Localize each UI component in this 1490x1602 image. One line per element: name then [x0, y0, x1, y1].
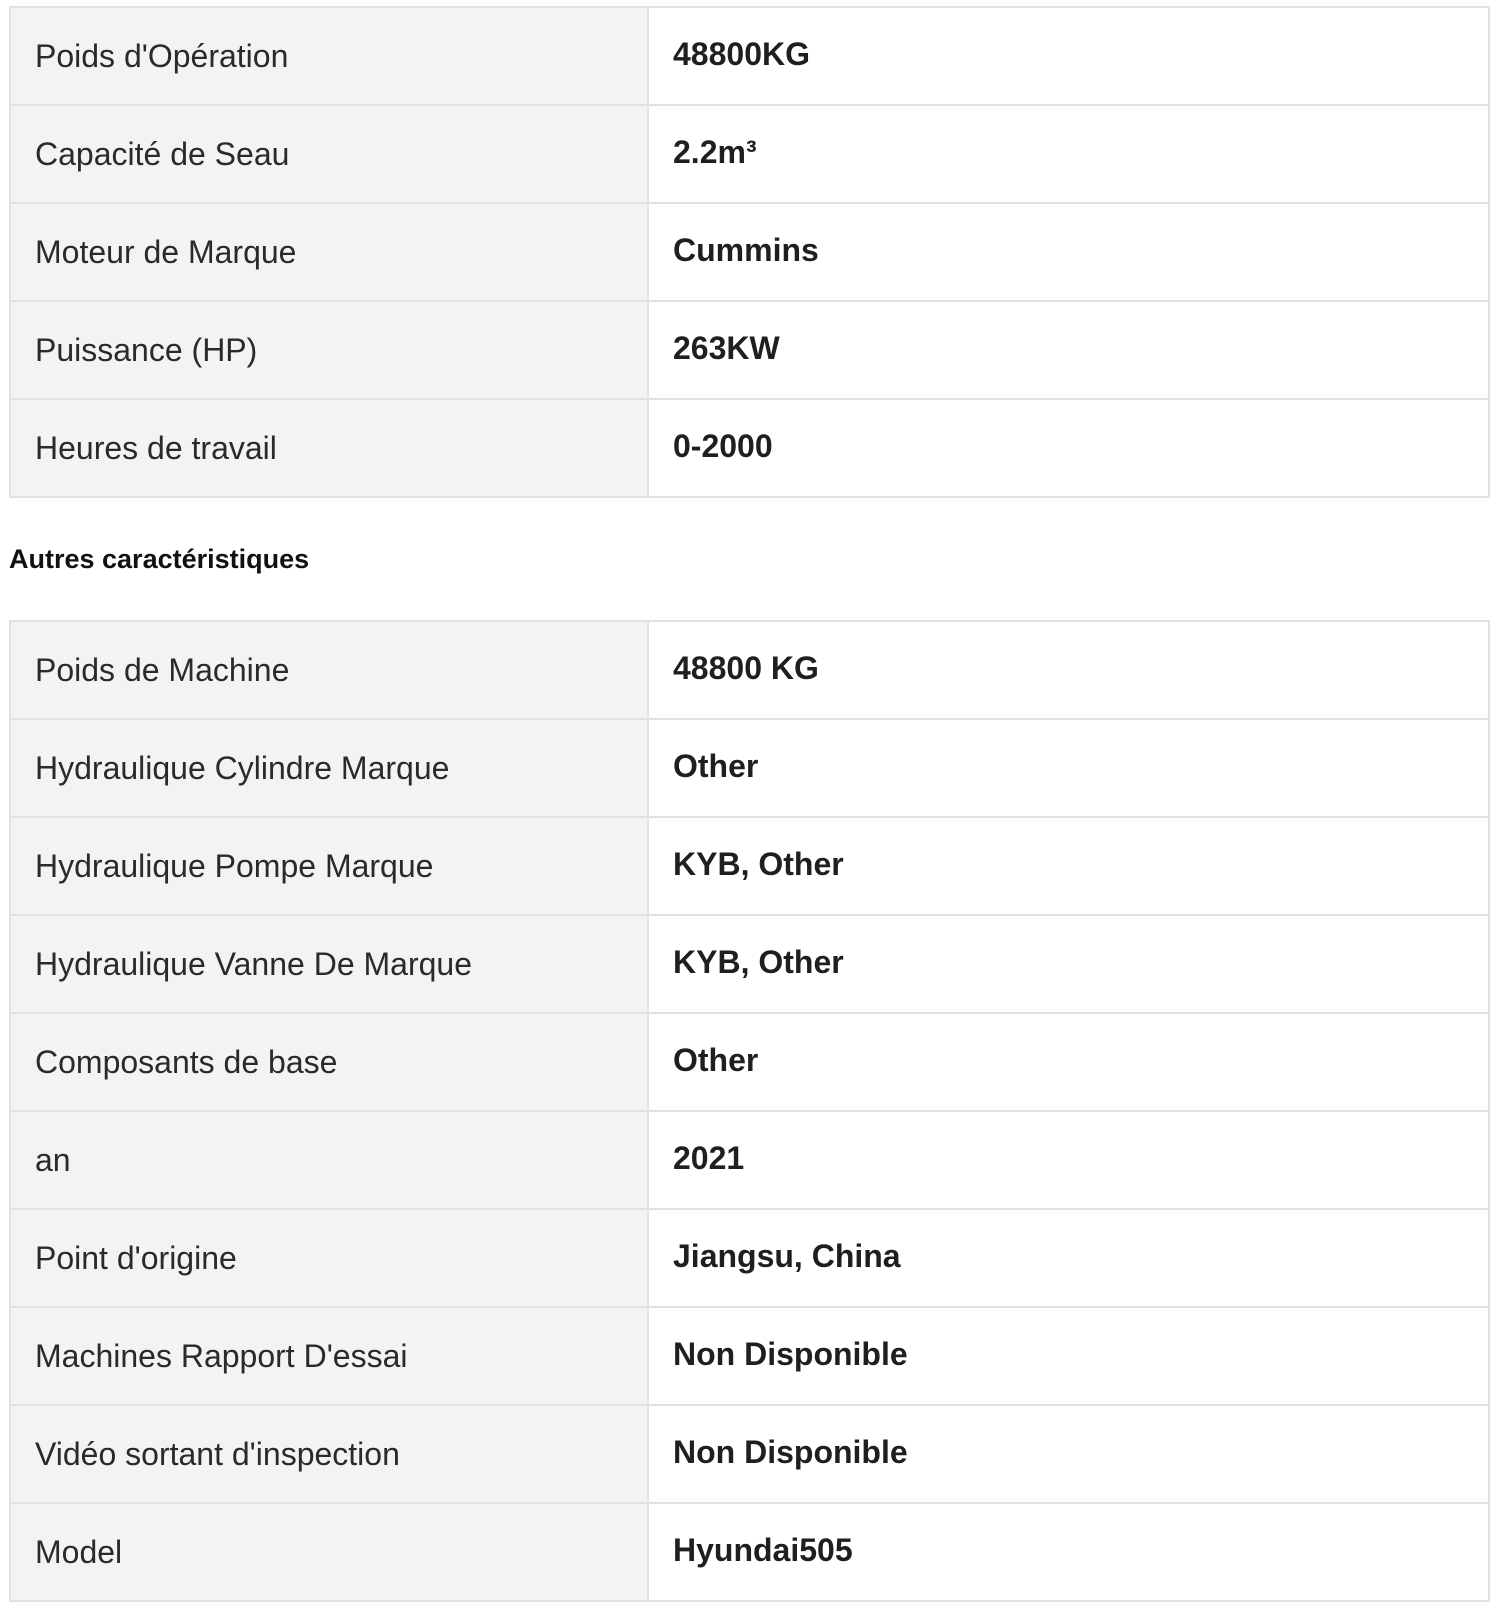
spec-label: Puissance (HP): [10, 301, 648, 399]
main-spec-table: [9, 6, 1490, 498]
spec-label: Hydraulique Vanne De Marque: [10, 915, 648, 1013]
spec-value: Other: [648, 1013, 1489, 1111]
spec-value: Non Disponible: [648, 1307, 1489, 1405]
table-row: [10, 719, 1489, 817]
spec-value: 0-2000: [648, 399, 1489, 497]
spec-label: Hydraulique Cylindre Marque: [10, 719, 648, 817]
spec-value: 48800KG: [648, 7, 1489, 105]
spec-label: an: [10, 1111, 648, 1209]
table-row: [10, 7, 1489, 105]
spec-value: 2021: [648, 1111, 1489, 1209]
spec-label: Poids de Machine: [10, 621, 648, 719]
table-row: [10, 817, 1489, 915]
table-row: [10, 1209, 1489, 1307]
spec-label: Composants de base: [10, 1013, 648, 1111]
table-row: [10, 1503, 1489, 1601]
spec-container: [9, 6, 1490, 1602]
table-row: [10, 301, 1489, 399]
spec-value: KYB, Other: [648, 817, 1489, 915]
spec-label: Heures de travail: [10, 399, 648, 497]
other-spec-table: [9, 620, 1490, 1602]
spec-label: Machines Rapport D'essai: [10, 1307, 648, 1405]
table-row: [10, 105, 1489, 203]
spec-label: Capacité de Seau: [10, 105, 648, 203]
table-row: [10, 1405, 1489, 1503]
table-row: [10, 203, 1489, 301]
spec-label: Model: [10, 1503, 648, 1601]
spec-value: 48800 KG: [648, 621, 1489, 719]
table-row: [10, 1307, 1489, 1405]
spec-value: Cummins: [648, 203, 1489, 301]
spec-label: Hydraulique Pompe Marque: [10, 817, 648, 915]
spec-value: Other: [648, 719, 1489, 817]
spec-value: 263KW: [648, 301, 1489, 399]
table-row: [10, 915, 1489, 1013]
spec-value: 2.2m³: [648, 105, 1489, 203]
spec-label: Moteur de Marque: [10, 203, 648, 301]
spec-value: KYB, Other: [648, 915, 1489, 1013]
table-row: [10, 399, 1489, 497]
spec-value: Hyundai505: [648, 1503, 1489, 1601]
spec-label: Point d'origine: [10, 1209, 648, 1307]
spec-label: Vidéo sortant d'inspection: [10, 1405, 648, 1503]
spec-value: Jiangsu, China: [648, 1209, 1489, 1307]
section-title: Autres caractéristiques: [9, 544, 310, 574]
spec-value: Non Disponible: [648, 1405, 1489, 1503]
spec-label: Poids d'Opération: [10, 7, 648, 105]
table-row: [10, 1013, 1489, 1111]
table-row: [10, 621, 1489, 719]
table-row: [10, 1111, 1489, 1209]
